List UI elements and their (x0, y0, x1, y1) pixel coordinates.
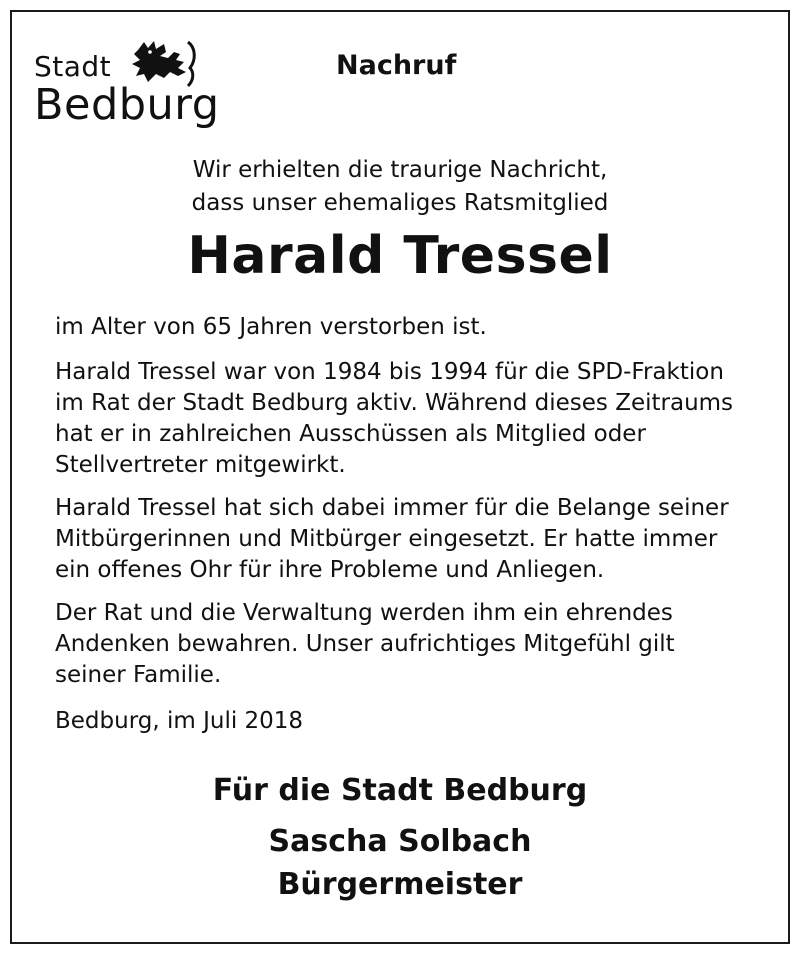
paragraph-line: Stellvertreter mitgewirkt. (55, 452, 346, 478)
stadt-bedburg-logo (34, 38, 220, 133)
paragraph-line: seiner Familie. (55, 662, 222, 688)
paragraph-line: Der Rat und die Verwaltung werden ihm ein ehrendes (55, 600, 673, 626)
paragraph-line: im Alter von 65 Jahren verstorben ist. (55, 314, 487, 340)
paragraph (55, 598, 785, 691)
paragraph-line: Harald Tressel hat sich dabei immer für die Belange seiner (55, 495, 729, 521)
intro-line: Wir erhielten die traurige Nachricht, (192, 157, 608, 183)
paragraph (55, 357, 785, 481)
logo-bedburg-text: Bedburg (34, 80, 220, 130)
intro-line: dass unser ehemaliges Ratsmitglied (191, 190, 609, 216)
paragraph-line: hat er in zahlreichen Ausschüssen als Mitglied oder (55, 421, 646, 447)
place-date: Bedburg, im Juli 2018 (55, 708, 304, 734)
intro-text (0, 154, 800, 220)
paragraph-line: Andenken bewahren. Unser aufrichtiges Mitgefühl gilt (55, 631, 675, 657)
signature-org: Für die Stadt Bedburg (212, 773, 588, 808)
paragraph-line: im Rat der Stadt Bedburg aktiv. Während dieses Zeitraums (55, 390, 734, 416)
signature-title: Bürgermeister (277, 867, 523, 902)
page-title: Nachruf (336, 50, 457, 81)
logo-stadt-text: Stadt (34, 50, 112, 83)
paragraph (55, 493, 785, 586)
paragraph-line: Harald Tressel war von 1984 bis 1994 für die SPD-Fraktion (55, 359, 724, 385)
paragraph (55, 312, 785, 343)
paragraph-line: Mitbürgerinnen und Mitbürger eingesetzt. Er hatte immer (55, 526, 718, 552)
signature-person: Sascha Solbach (268, 824, 532, 859)
paragraph-line: ein offenes Ohr für ihre Probleme und Anliegen. (55, 557, 605, 583)
deceased-name: Harald Tressel (187, 226, 613, 286)
